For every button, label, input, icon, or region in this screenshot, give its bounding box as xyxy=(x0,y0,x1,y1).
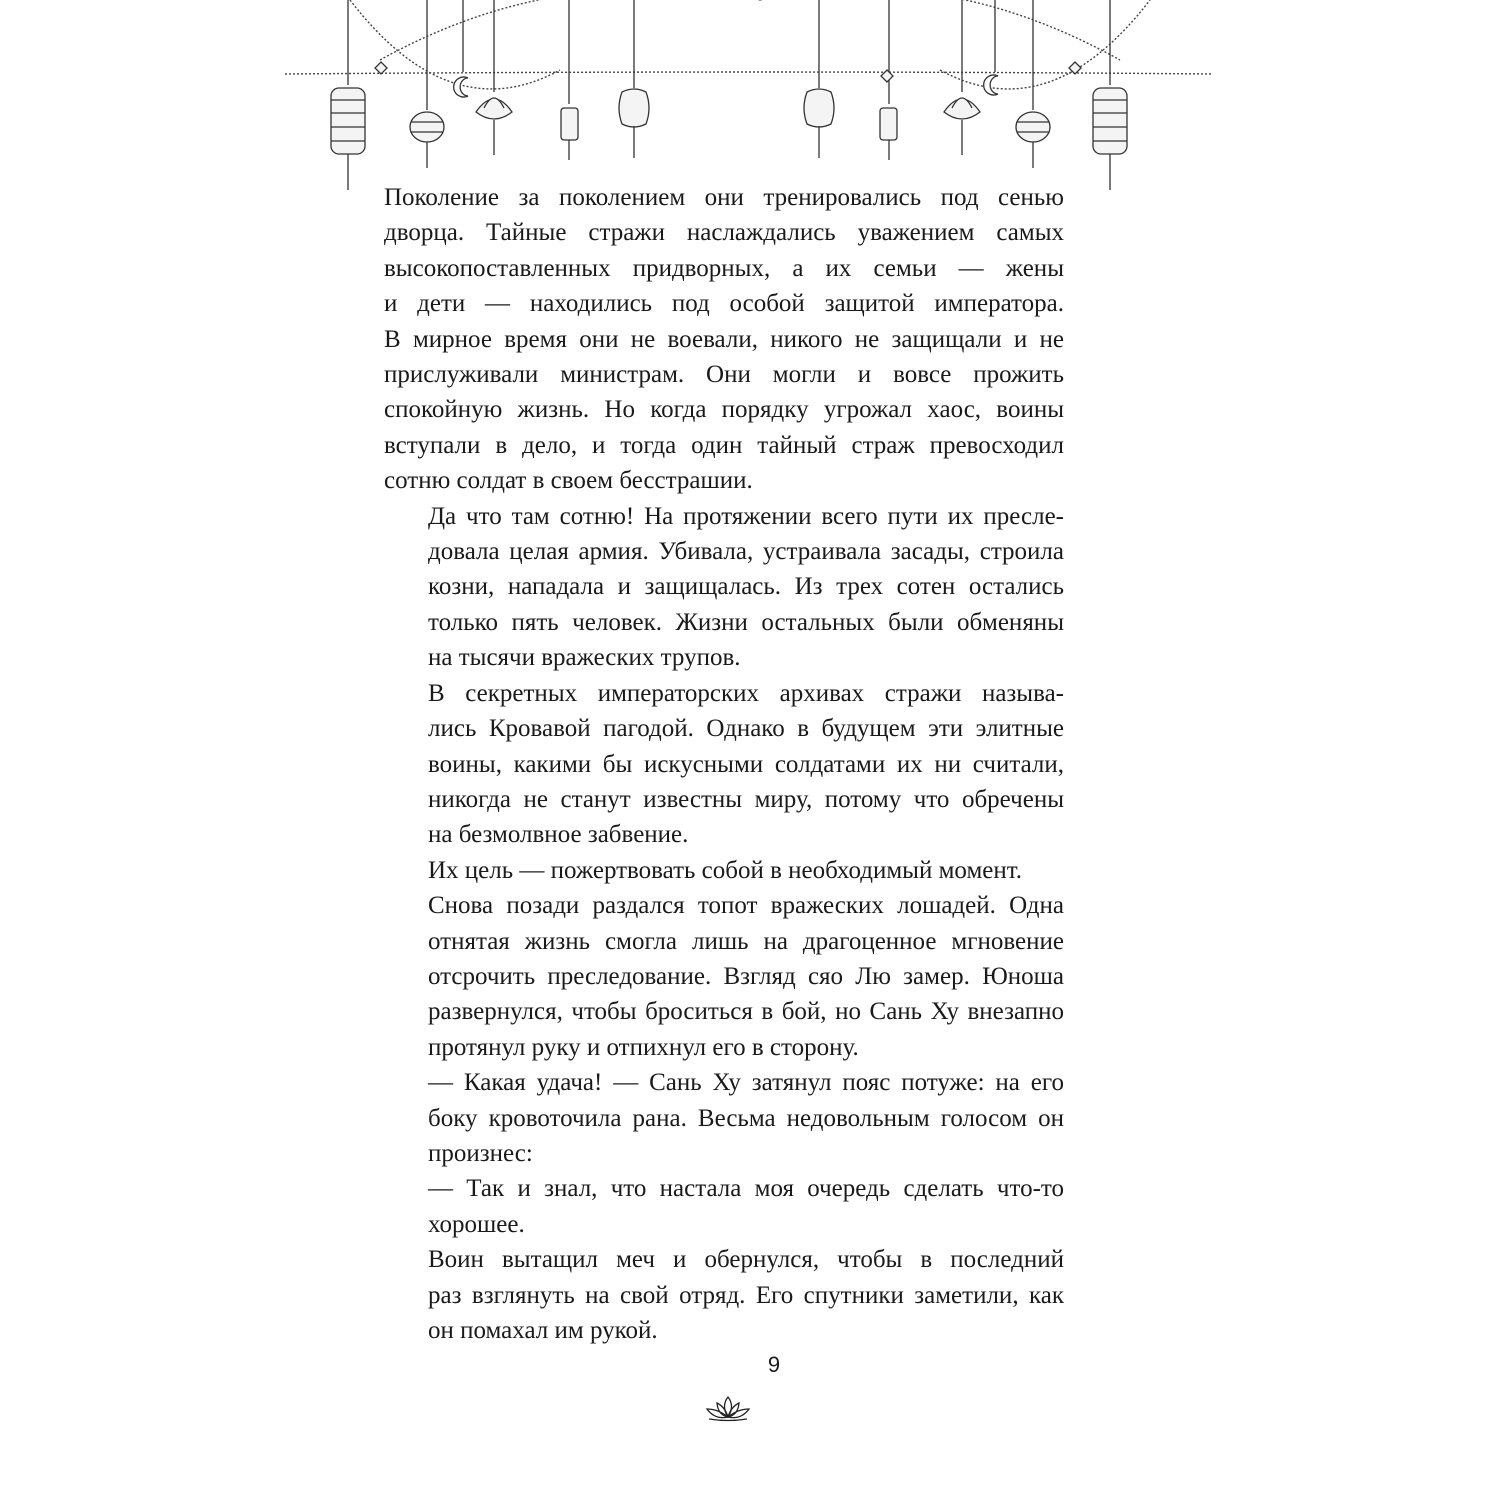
lotus-icon xyxy=(944,0,980,155)
lotus-icon xyxy=(476,0,512,155)
text-line: отнятая жизнь смогла лишь на драгоценное мгновение xyxy=(428,927,1064,955)
text-line: на безмолвное забвение. xyxy=(428,821,689,849)
moon-icon xyxy=(984,0,998,95)
paragraph xyxy=(384,180,1064,499)
text-line: отсрочить преследование. Взгляд сяо Лю замер. Юноша xyxy=(428,962,1064,990)
text-line: лись Кровавой пагодой. Однако в будущем эти элитные xyxy=(428,715,1064,743)
text-line: В секретных императорских архивах стражи называ- xyxy=(428,679,1064,707)
text-line: сотню солдат в своем бесстрашии. xyxy=(384,467,753,495)
lantern-icon xyxy=(410,0,444,168)
text-line: он помахал им рукой. xyxy=(428,1317,658,1344)
lantern-icon xyxy=(331,0,365,190)
text-line: протянул руку и отпихнул его в сторону. xyxy=(428,1033,859,1061)
text-line: Поколение за поколением они тренировались под сенью xyxy=(384,184,1064,211)
paragraph xyxy=(384,888,1064,1065)
paragraph xyxy=(384,1065,1064,1171)
text-line: Снова позади раздался топот вражеских лошадей. Одна xyxy=(428,892,1064,920)
lantern-icon xyxy=(1093,0,1127,190)
diamond-bead-icon xyxy=(375,62,387,74)
text-line: Воин вытащил меч и обернулся, чтобы в последний xyxy=(428,1246,1064,1274)
text-line: никогда не станут известны миру, потому что обречены xyxy=(428,785,1064,813)
text-line: дворца. Тайные стражи наслаждались уважением самых xyxy=(384,219,1064,247)
text-line: вступали в дело, и тогда один тайный страж превосходил xyxy=(384,431,1064,459)
page-number: 9 xyxy=(767,1352,781,1377)
text-line: спокойную жизнь. Но когда порядку угрожал хаос, воины xyxy=(384,396,1064,424)
garland-swag-left xyxy=(350,0,560,89)
lantern-icon xyxy=(619,0,649,158)
text-line: раз взглянуть на свой отряд. Его спутники заметили, как xyxy=(428,1281,1064,1309)
paragraph xyxy=(384,1171,1064,1242)
body-text xyxy=(384,180,1064,1348)
garland-swag-right-2 xyxy=(760,0,1120,60)
garland-swag-right xyxy=(940,0,1150,89)
text-line: произнес: xyxy=(428,1139,533,1167)
moon-icon xyxy=(454,0,468,97)
text-line: на тысячи вражеских трупов. xyxy=(428,644,741,672)
text-line: только пять человек. Жизни остальных были обменяны xyxy=(428,608,1064,636)
text-line: боку кровоточила рана. Весьма недовольным голосом он xyxy=(428,1104,1064,1132)
text-line: развернулся, чтобы броситься в бой, но Сань Ху внезапно xyxy=(428,998,1064,1026)
text-line: воины, какими бы искусными солдатами их ни считали, xyxy=(428,750,1064,778)
text-line: Да что там сотню! На протяжении всего пути их пресле- xyxy=(428,502,1064,530)
lantern-garland-ornament xyxy=(0,0,1500,200)
text-line: — Так и знал, что настала моя очередь сделать что-то xyxy=(428,1175,1064,1203)
paragraph xyxy=(384,499,1064,676)
lotus-icon xyxy=(703,1393,753,1423)
text-line: хорошее. xyxy=(428,1210,525,1238)
text-line: и дети — находились под особой защитой императора. xyxy=(384,290,1064,318)
text-line: высокопоставленных придворных, а их семьи — жены xyxy=(384,254,1064,282)
text-line: довала целая армия. Убивала, устраивала засады, строила xyxy=(428,538,1064,566)
text-line: Их цель — пожертвовать собой в необходимый момент. xyxy=(428,856,1023,884)
lantern-icon xyxy=(561,0,578,160)
paragraph xyxy=(384,676,1064,853)
garland-swag-left-2 xyxy=(380,0,760,60)
text-line: козни, нападала и защищалась. Из трех сотен остались xyxy=(428,573,1064,601)
paragraph xyxy=(384,853,1064,888)
text-line: В мирное время они не воевали, никого не защищали и не xyxy=(384,325,1064,353)
text-line: прислуживали министрам. Они могли и вовсе прожить xyxy=(384,361,1064,389)
paragraph xyxy=(384,1242,1064,1348)
text-line: — Какая удача! — Сань Ху затянул пояс потуже: на его xyxy=(428,1069,1064,1097)
lantern-icon xyxy=(804,0,834,158)
